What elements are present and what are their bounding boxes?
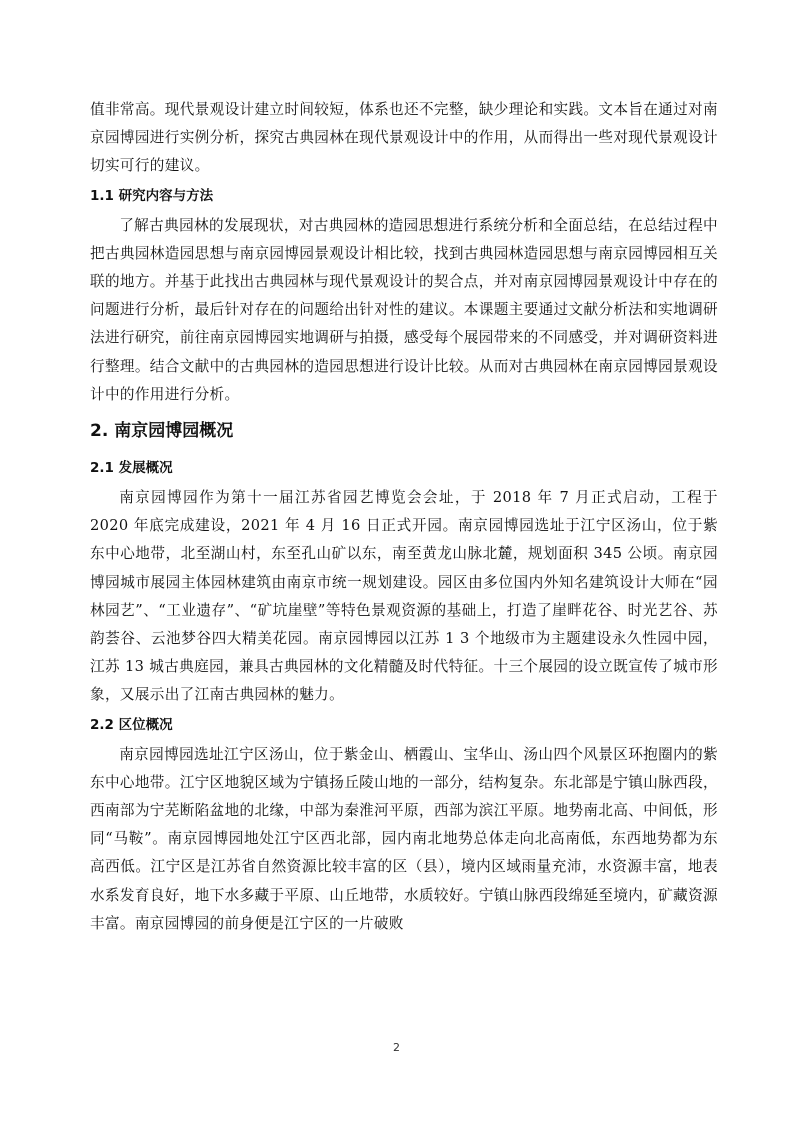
page-body xyxy=(90,96,718,938)
heading-2-1-development: 2.1 发展概况 xyxy=(90,460,173,477)
paragraph-location: 南京园博园选址江宁区汤山，位于紫金山、栖霞山、宝华山、汤山四个风景区环抱圈内的紫东中心地带。江宁区地貌区域为宁镇扬丘陵山地的一部分，结构复杂。东北部是宁镇山脉西段，西南部为宁芜断陷盆地的北缘，中部为秦淮河平原，西部为滨江平原。地势南北高、中间低，形同“马鞍”。南京园博园地处江宁区西北部，园内南北地势总体走向北高南低，东西地势都为东高西低。江宁区是江苏省自然资源比较丰富的区（县），境内区域雨量充沛，水资源丰富，地表水系发育良好，地下水多藏于平原、山丘地带，水质较好。宁镇山脉西段绵延至境内，矿藏资源丰富。南京园博园的前身便是江宁区的一片破败 xyxy=(90,745,718,932)
heading-1-1-research-content: 1.1 研究内容与方法 xyxy=(90,187,214,204)
paragraph-research-methods: 了解古典园林的发展现状，对古典园林的造园思想进行系统分析和全面总结，在总结过程中把古典园林造园思想与南京园博园景观设计相比较，找到古典园林造园思想与南京园博园相互关联的地方。并基于此找出古典园林与现代景观设计的契合点，并对南京园博园景观设计中存在的问题进行分析，最后针对存在的问题给出针对性的建议。本课题主要通过文献分析法和实地调研法进行研究，前往南京园博园实地调研与拍摄，感受每个展园带来的不同感受，并对调研资料进行整理。结合文献中的古典园林的造园思想进行设计比较。从而对古典园林在南京园博园景观设计中的作用进行分析。 xyxy=(90,216,718,403)
paragraph-development: 南京园博园作为第十一届江苏省园艺博览会会址，于 2018 年 7 月正式启动，工程于 2020 年底完成建设，2021 年 4 月 16 日正式开园。南京园博园选址于江宁区汤山，位于紫东中心地带，北至湖山村，东至孔山矿以东，南至黄龙山脉北麓，规划面积 345 公顷。南京园博园城市展园主体园林建筑由南京市统一规划建设。园区由多位国内外知名建筑设计大师在“园林园艺”、“工业遗存”、“矿坑崖壁”等特色景观资源的基础上，打造了崖畔花谷、时光艺谷、苏韵荟谷、云池梦谷四大精美花园。南京园博园以江苏 1 3 个地级市为主题建设永久性园中园，江苏 13 城古典庭园，兼具古典园林的文化精髓及时代特征。十三个展园的设立既宣传了城市形象，又展示出了江南古典园林的魅力。 xyxy=(90,489,718,704)
page-number: 2 xyxy=(393,1041,400,1054)
paragraph-intro-continued: 值非常高。现代景观设计建立时间较短，体系也还不完整，缺少理论和实践。文本旨在通过对南京园博园进行实例分析，探究古典园林在现代景观设计中的作用，从而得出一些对现代景观设计切实可行的建议。 xyxy=(90,101,718,175)
heading-2-2-location: 2.2 区位概况 xyxy=(90,716,173,733)
heading-2-overview: 2. 南京园博园概况 xyxy=(90,421,234,442)
